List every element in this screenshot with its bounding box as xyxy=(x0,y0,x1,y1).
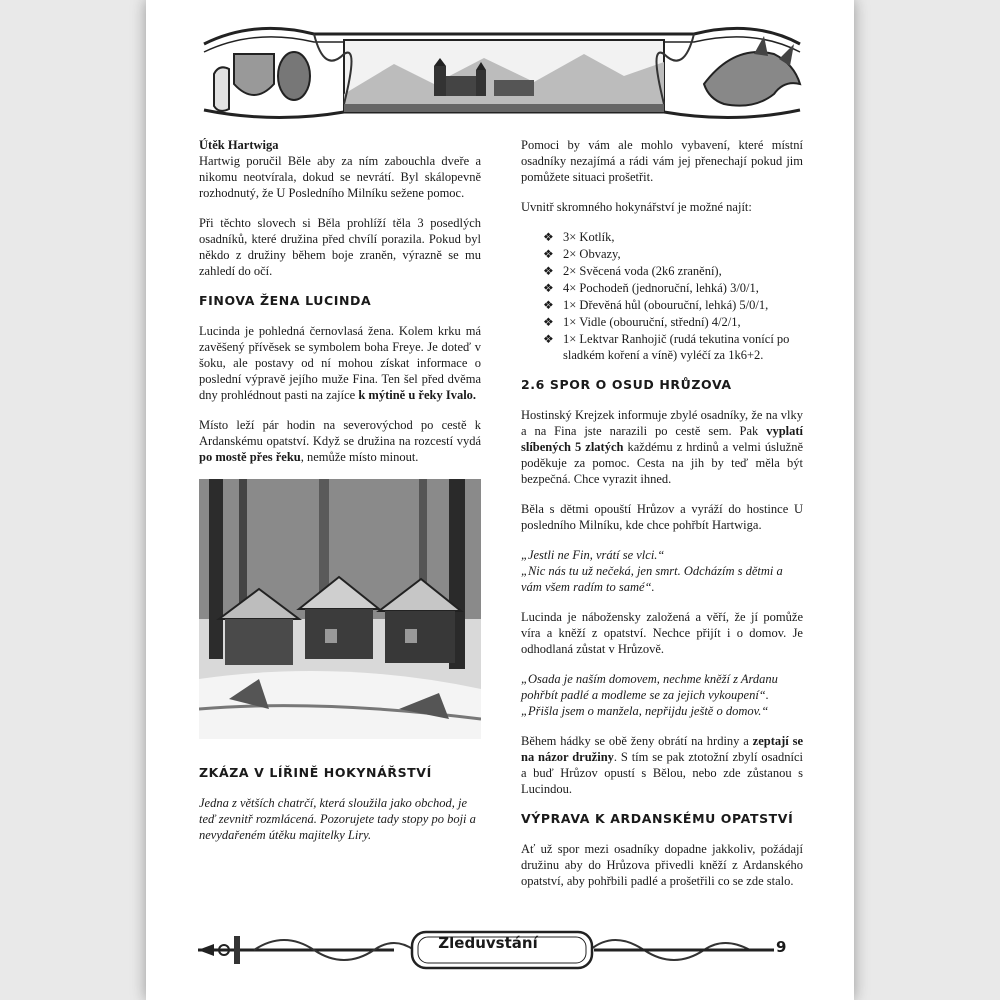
list-item: ❖ 2× Svěcená voda (2k6 zranění), xyxy=(543,263,803,279)
section-heading-dispute: 2.6 SPOR O OSUD HRŮZOVA xyxy=(521,377,732,392)
paragraph: Ať už spor mezi osadníky dopadne jakkoliv, požádají družinu aby do Hrůzova přivedli kněží z Ardanského opatství, aby pohřbili padlé a prošetřili co se zde stalo. xyxy=(521,842,803,888)
paragraph: Pomoci by vám ale mohlo vybavení, které místní osadníky nezajímá a rádi vám jej přenechají pokud jim pomůžete situaci prošetřit. xyxy=(521,138,803,184)
quote-bela: „Jestli ne Fin, vrátí se vlci.“ „Nic nás tu už nečeká, jen smrt. Odcházím s dětmi a vám všem radím to samé“. xyxy=(521,548,783,594)
item-list xyxy=(521,229,803,363)
document-page xyxy=(146,0,854,1000)
paragraph: Běla s dětmi opouští Hrůzov a vyráží do hostince U posledního Milníku, kde chce pohřbít Hartwiga. xyxy=(521,502,803,532)
paragraph: Hartwig poručil Běle aby za ním zabouchla dveře a nikomu neotvírala, dokud se nevrátí. Byl skálopevně rozhodnutý, že U Posledního Milníku sežene pomoc. xyxy=(199,154,481,200)
paragraph: Během hádky se obě ženy obrátí na hrdiny a zeptají se na názor družiny. S tím se pak ztotožní zbylí osadníci a buď Hrůzov opustí s Bělou, nebo zde zůstanou s Lucindou. xyxy=(521,734,803,796)
list-item: ❖ 4× Pochodeň (jednoruční, lehká) 3/0/1, xyxy=(543,280,803,296)
header-banner-illustration xyxy=(194,14,810,126)
list-item: ❖ 1× Vidle (obouruční, střední) 4/2/1, xyxy=(543,314,803,330)
section-heading-shop-destruction: ZKÁZA V LÍŘINĚ HOKYNÁŘSTVÍ xyxy=(199,765,432,780)
page-number: 9 xyxy=(776,938,787,956)
section-heading-lucinda: FINOVA ŽENA LUCINDA xyxy=(199,293,372,308)
paragraph: Lucinda je pohledná černovlasá žena. Kolem krku má zavěšený přívěsek se symbolem boha Freye. Je doteď v šoku, ale postavy od ní mohou získat informace o poslední výpravě jejího muže Fina. Ten šel před dvěma dny prohlédnout pasti na zajíce k mýtině u řeky Ivalo. xyxy=(199,324,481,402)
bold-opinion: zeptají se na názor družiny xyxy=(521,734,803,764)
right-column xyxy=(521,137,803,903)
list-item: ❖ 1× Lektvar Ranhojič (rudá tekutina vonící po sladkém koření a víně) vyléčí za 1k6+2. xyxy=(543,331,803,363)
paragraph: Hostinský Krejzek informuje zbylé osadníky, že na vlky a na Fina jste narazili po cestě sem. Pak vyplatí slíbených 5 zlatých každému z hrdinů a velmi úslužně poděkuje za pomoc. Cesta na jih by teď měla být bezpečná. Chce vyrazit ihned. xyxy=(521,408,804,486)
left-column xyxy=(199,137,481,857)
section-heading-expedition: VÝPRAVA K ARDANSKÉMU OPATSTVÍ xyxy=(521,811,794,826)
paragraph: Při těchto slovech si Běla prohlíží těla 3 posedlých osadníků, které družina před chvílí porazila. Pokud byl někdo z družiny během boje zraněn, výrazně se mu zahledí do očí. xyxy=(199,216,481,278)
list-item: ❖ 3× Kotlík, xyxy=(543,229,803,245)
bold-route: po mostě přes řeku xyxy=(199,450,301,464)
bold-payment: vyplatí slíbených 5 zlatých xyxy=(521,424,803,454)
paragraph: Uvnitř skromného hokynářství je možné najít: xyxy=(521,200,752,214)
italic-description: Jedna z větších chatrčí, která sloužila jako obchod, je teď zevnitř rozmlácená. Pozorujete tady stopy po boji a nevydařeném útěku majitelky Liry. xyxy=(199,796,476,842)
list-item: ❖ 1× Dřevěná hůl (obouruční, lehká) 5/0/1, xyxy=(543,297,803,313)
paragraph: Lucinda je nábožensky založená a věří, že jí pomůže víra a kněží z opatství. Nechce přijít i o domov. Je odhodlaná zůstat v Hrůzově. xyxy=(521,610,803,656)
village-illustration xyxy=(199,479,481,739)
paragraph: Místo leží pár hodin na severovýchod po cestě k Ardanskému opatství. Když se družina na rozcestí vydá po mostě přes řeku, nemůže místo minout. xyxy=(199,418,481,464)
section-title-hartwig-escape: Útěk Hartwiga xyxy=(199,138,279,152)
footer-book-title: Zleduvstání xyxy=(438,934,538,952)
list-item: ❖ 2× Obvazy, xyxy=(543,246,803,262)
bold-location: k mýtině u řeky Ivalo. xyxy=(358,388,477,402)
quote-lucinda: „Osada je naším domovem, nechme kněží z Ardanu pohřbít padlé a modleme se za jejich vykoupení“. „Přišla jsem o manžela, nepřijdu ještě o domov.“ xyxy=(521,672,778,718)
